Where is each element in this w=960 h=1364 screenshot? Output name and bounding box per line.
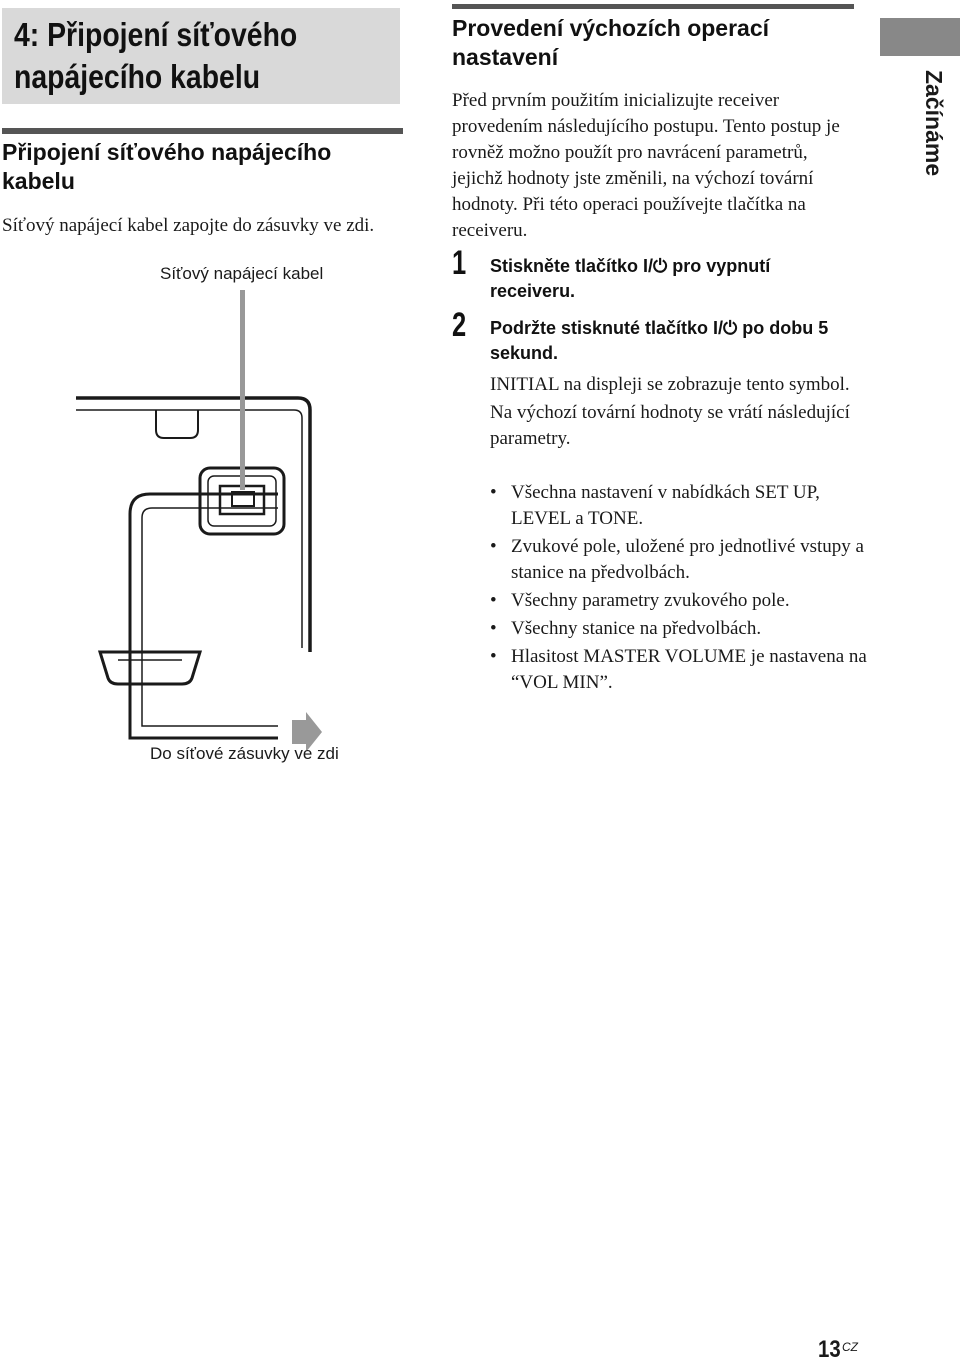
- list-item: [490, 616, 870, 642]
- section-tab-label: Začínáme: [921, 70, 947, 177]
- receiver-outline-outer: [76, 398, 310, 652]
- power-cable-diagram: [60, 280, 360, 750]
- step-number: 2: [452, 306, 467, 344]
- chapter-title-box: [2, 8, 400, 104]
- right-section-rule: [452, 4, 854, 9]
- list-item-text: Všechna nastavení v nabídkách SET UP, LEVEL a TONE.: [511, 482, 820, 529]
- list-item-text: Zvukové pole, uložené pro jednotlivé vstupy a stanice na předvolbách.: [511, 536, 864, 583]
- bullet-icon: •: [490, 482, 497, 503]
- bullet-icon: •: [490, 536, 497, 557]
- left-section-heading: Připojení síťového napájecího kabelu: [2, 139, 332, 194]
- list-item-text: Hlasitost MASTER VOLUME je nastavena na “VOL MIN”.: [511, 646, 867, 693]
- list-item-text: Všechny stanice na předvolbách.: [511, 618, 762, 639]
- step-number: 1: [452, 244, 467, 282]
- step-description-line: Na výchozí tovární hodnoty se vrátí následující parametry.: [490, 402, 850, 449]
- step-description: [490, 372, 870, 454]
- diagram-label-cable: Síťový napájecí kabel: [160, 264, 324, 283]
- intro-paragraph: Před prvním použitím inicializujte receiver provedením následujícího postupu. Tento postup je rovněž možno použít pro navrácení parametrů, jejichž hodnoty jste změnili, na výchozí tovární hodnoty. Při této operaci používejte tlačítka na receiveru.: [452, 90, 840, 241]
- bullet-icon: •: [490, 618, 497, 639]
- chapter-title: 4: Připojení síťového napájecího kabelu: [14, 16, 298, 95]
- section-tab: [876, 70, 947, 190]
- step-instruction: Stiskněte tlačítko I/⏻ pro vypnutí receiveru.: [490, 256, 771, 301]
- list-item-text: Všechny parametry zvukového pole.: [511, 590, 790, 611]
- receiver-top-notch: [156, 410, 198, 438]
- reset-parameters-list: [490, 480, 870, 698]
- power-cable-inner: [142, 508, 278, 726]
- list-item: [490, 588, 870, 614]
- list-item: [490, 644, 870, 696]
- page-language-suffix: CZ: [842, 1340, 858, 1354]
- step-instruction: Podržte stisknuté tlačítko I/⏻ po dobu 5 sekund.: [490, 318, 829, 363]
- left-section-rule: [2, 128, 403, 134]
- page-number: 13: [818, 1336, 841, 1363]
- list-item: [490, 480, 870, 532]
- list-item: [490, 534, 870, 586]
- bullet-icon: •: [490, 590, 497, 611]
- step-description-line: INITIAL na displeji se zobrazuje tento symbol.: [490, 374, 850, 395]
- receiver-outline-inner: [76, 410, 302, 648]
- bullet-icon: •: [490, 646, 497, 667]
- section-tab-marker: [880, 18, 960, 56]
- left-section-body: Síťový napájecí kabel zapojte do zásuvky ve zdi.: [2, 215, 375, 236]
- diagram-label-outlet: Do síťové zásuvky ve zdi: [150, 744, 339, 763]
- cable-label-leader: [240, 290, 245, 490]
- receiver-foot: [100, 652, 200, 684]
- right-section-heading: Provedení výchozích operací nastavení: [452, 15, 770, 70]
